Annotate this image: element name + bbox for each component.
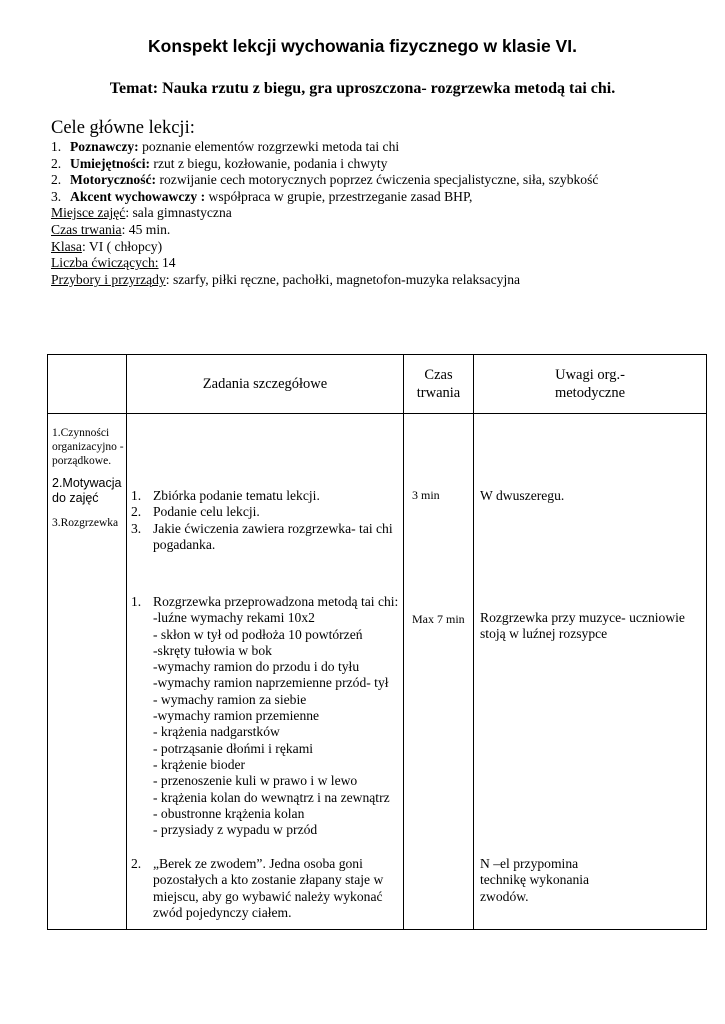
info-participants: Liczba ćwiczących: 14 <box>51 255 176 271</box>
phase-warmup: 3.Rozgrzewka <box>52 517 119 529</box>
info-duration: Czas trwania: 45 min. <box>51 221 171 237</box>
list-item: 2. Podanie celu lekcji. <box>131 504 260 520</box>
note-text: N –el przypomina technikę wykonania zwodów. <box>480 856 590 904</box>
exercise-item: -luźne wymachy rekami 10x2 <box>153 610 315 626</box>
list-item: 2. „Berek ze zwodem”. Jedna osoba goni pozostałych a kto zostanie złapany staje w miejscu, aby go wybawić należy wykonać zwód pojedynczy ciałem. <box>131 856 384 920</box>
time-cell <box>404 414 474 930</box>
time-value: Max 7 min <box>412 612 465 626</box>
header-tasks: Zadania szczegółowe <box>127 355 404 414</box>
document-title: Konspekt lekcji wychowania fizycznego w klasie VI. <box>148 36 577 56</box>
warmup-list <box>127 594 399 838</box>
exercise-item: - wymachy ramion za siebie <box>153 691 307 707</box>
list-item: 3. Jakie ćwiczenia zawiera rozgrzewka- tai chi pogadanka. <box>131 520 393 552</box>
info-place: Miejsce zajęć: sala gimnastyczna <box>51 205 232 221</box>
exercise-item: - przenoszenie kuli w prawo i w lewo <box>153 773 358 789</box>
header-time: Czas trwania <box>404 355 474 414</box>
exercise-item: - obustronne krążenia kolan <box>153 805 305 821</box>
exercise-item: - potrząsanie dłońmi i rękami <box>153 740 314 756</box>
exercise-item: -wymachy ramion naprzemienne przód- tył <box>153 675 389 691</box>
note-text: W dwuszeregu. <box>480 488 565 503</box>
exercise-item: - przysiady z wypadu w przód <box>153 822 318 838</box>
tasks-cell <box>127 414 404 930</box>
exercise-item: -wymachy ramion przemienne <box>153 708 320 724</box>
lesson-plan-table <box>47 354 707 930</box>
goal-line: 1. Poznawczy: poznanie elementów rozgrzewki metoda tai chi <box>51 139 400 154</box>
header-phase <box>48 355 127 414</box>
exercise-item: - krążenie bioder <box>153 756 246 772</box>
list-item: 1. Rozgrzewka przeprowadzona metodą tai chi: -luźne wymachy rekami 10x2 - skłon w tył od podłoża 10 powtórzeń -skręty tułowia w bok -wymachy ramion do przodu i do tyłu -wymachy ramion naprzemienne przód- tył - wymachy ramion za siebie -wymachy ramion przemienne - krążenia nadgarstków - potrząsanie dłońmi i rękami - krążenie bioder - przenoszenie kuli w prawo i w lewo - krążenia kolan do wewnątrz i na zewnątrz - obustronne krążenia kolan - przysiady z wypadu w przód <box>131 594 399 838</box>
intro-task-list <box>127 488 397 553</box>
lesson-topic: Temat: Nauka rzutu z biegu, gra uproszczona- rozgrzewka metodą tai chi. <box>109 80 616 97</box>
goal-line: 2. Umiejętności: rzut z biegu, kozłowanie, podania i chwyty <box>51 155 388 171</box>
table-header-row <box>48 355 707 414</box>
info-equipment: Przybory i przyrządy: szarfy, piłki ręczne, pachołki, magnetofon-muzyka relaksacyjna <box>51 271 521 287</box>
exercise-item: - skłon w tył od podłoża 10 powtórzeń <box>153 626 363 642</box>
exercise-item: -wymachy ramion do przodu i do tyłu <box>153 659 360 675</box>
exercise-item: -skręty tułowia w bok <box>153 642 272 658</box>
goal-line: 3. Akcent wychowawczy : współpraca w grupie, przestrzeganie zasad BHP, <box>51 188 473 204</box>
phase-organizational: 1.Czynności organizacyjno - porządkowe. <box>52 427 124 467</box>
goals-heading: Cele główne lekcji: <box>51 118 195 138</box>
exercise-item: - krążenia kolan do wewnątrz i na zewnątrz <box>153 789 390 805</box>
list-item: 1. Zbiórka podanie tematu lekcji. <box>131 488 320 503</box>
info-class: Klasa: VI ( chłopcy) <box>51 238 163 254</box>
header-notes: Uwagi org.- metodyczne <box>474 355 707 414</box>
warmup-block <box>127 594 399 838</box>
goal-line: 2. Motoryczność: rozwijanie cech motorycznych poprzez ćwiczenia specjalistyczne, siła, szybkość <box>51 172 599 188</box>
phase-motivation: 2.Motywacja do zajęć <box>52 476 122 505</box>
notes-cell <box>474 414 707 930</box>
lesson-details <box>51 139 721 288</box>
exercise-item: - krążenia nadgarstków <box>153 724 280 740</box>
phases-cell <box>48 414 127 930</box>
table-row <box>48 414 707 930</box>
time-value: 3 min <box>412 488 440 502</box>
game-list <box>127 856 389 921</box>
note-text: Rozgrzewka przy muzyce- uczniowie stoją w luźnej rozsypce <box>480 610 685 642</box>
